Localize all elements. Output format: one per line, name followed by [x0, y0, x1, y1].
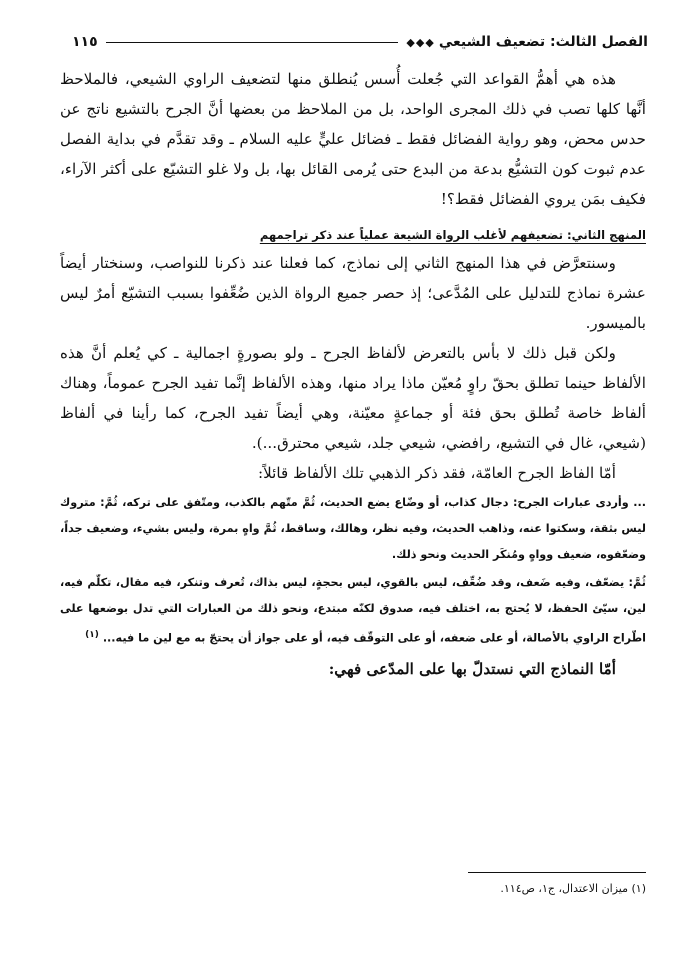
- closing-line: أمّا النماذج التي نستدلّ بها على المدّعى فهي:: [328, 659, 616, 678]
- paragraph-3: ولكن قبل ذلك لا بأس بالتعرض لألفاظ الجرح ـ ولو بصورةٍ اجمالية ـ كي يُعلم أنَّ هذه الألفاظ حينما تطلق بحقّ راوٍ مُعيّن ماذا يراد منها، وهذه الألفاظ إنَّما تفيد الجرح عموماً، وهناك ألفاظ خاصة تُطلق بحق فئة أو جماعةٍ معيّنة، وهي أيضاً تفيد الجرح، كما رأينا في ألفاظ (شيعي، غال في التشيع، رافضي، شيعي جلد، شيعي محترق...).: [60, 344, 646, 452]
- paragraph-1: هذه هي أهمُّ القواعد التي جُعلت أُسس يُنطلق منها لتضعيف الراوي الشيعي، فالملاحظ أنَّها كلها تصب في ذلك المجرى الواحد، بل من الملاحظ من بعضها أنَّ الجرح بالتشيع ناتج عن حدس محض، وهو رواية الفضائل فقط ـ فضائل عليٍّ عليه السلام ـ وقد تقدَّم في بداية الفصل عدم ثبوت كون التشيُّع بدعة من البدع حتى يُرمى القائل بها، بل ولا غلو التشيّع على أكثر الآراء، فكيف بمَن يروي الفضائل فقط؟!: [60, 70, 646, 208]
- quote-2: [60, 570, 646, 652]
- header-rule: [106, 42, 399, 43]
- footnote-rule: [468, 872, 646, 873]
- section-subheading: المنهج الثاني: تضعيفهم لأغلب الرواة الشيعة عملياً عند ذكر تراجمهم: [259, 228, 646, 242]
- footnote-marker: (١): [85, 630, 99, 640]
- diamond-ornament-icon: ◆◆◆: [406, 35, 435, 49]
- footnote: (١) ميزان الاعتدال، ج١، ص١١٤.: [500, 882, 646, 895]
- quote-2-text: ثُمَّ: يضعّف، وفيه ضَعف، وقد ضُعِّف، ليس بالقوي، ليس بحجةٍ، ليس بذاك، تُعرف وتنكر، فيه مقال، تكلّم فيه، لين، سيّئ الحفظ، لا يُحتج به، اختلف فيه، صدوق لكنّه مبتدع، ونحو ذلك من العبارات التي تدل بوضعها على اطّراح الراوي بالأصالة، أو على ضعفه، أو على التوقّف فيه، أو على جواز أن يحتجّ به مع لين ما فيه...: [60, 576, 646, 645]
- main-text: [60, 64, 646, 684]
- running-header: [72, 30, 648, 54]
- paragraph-2: وسنتعرَّض في هذا المنهج الثاني إلى نماذج، كما فعلنا عند ذكرنا للنواصب، وسنختار أيضاً عشرة نماذج للتدليل على المُدَّعى؛ إذ حصر جميع الرواة الذين ضُعِّفوا بسبب التشيّع أمرٌ ليس بالميسور.: [60, 254, 646, 332]
- paragraph-4: أمّا الفاظ الجرح العامّة، فقد ذكر الذهبي تلك الألفاظ قائلاً:: [257, 464, 616, 482]
- chapter-title: الفصل الثالث: تضعيف الشيعي: [438, 34, 648, 50]
- page-number: ١١٥: [72, 34, 98, 50]
- quote-1: ... وأردى عبارات الجرح: دجال كذاب، أو وضّاع يضع الحديث، ثُمَّ متّهم بالكذب، ومتّفق على تركه، ثُمَّ: متروك ليس بثقة، وسكتوا عنه، وذاهب الحديث، وفيه نظر، وهالك، وساقط، ثُمَّ واهٍ بمرة، وليس بشيء، وضعيف جداً، وضعّفوه، ضعيف وواهٍ ومُنكَر الحديث ونحو ذلك.: [60, 496, 646, 561]
